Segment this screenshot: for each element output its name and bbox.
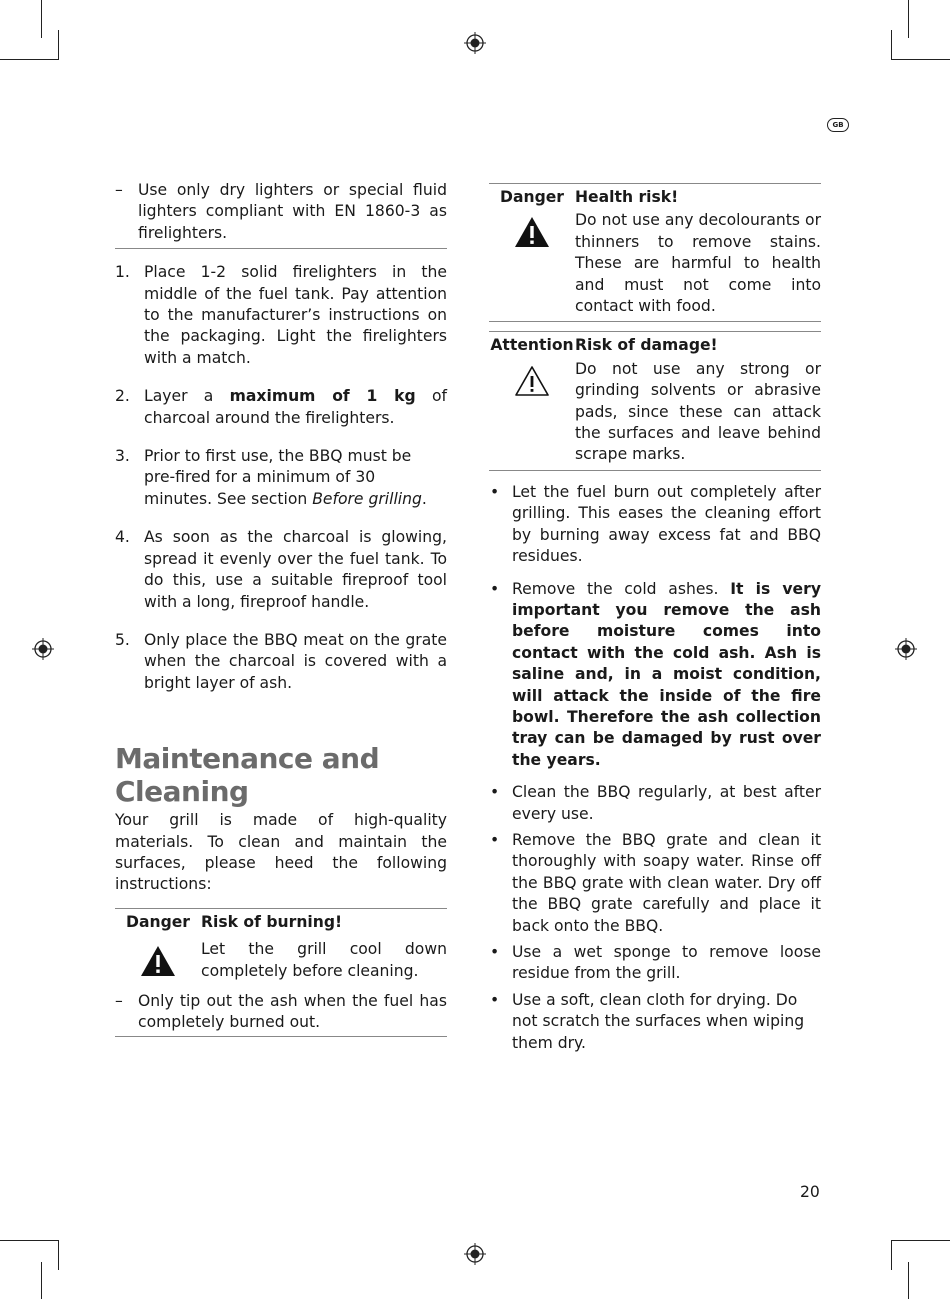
registration-mark-icon	[895, 638, 917, 660]
step-item	[115, 386, 447, 429]
step-text-bold: maximum of 1 kg	[229, 387, 416, 406]
bullet-text: Let the fuel burn out completely after grilling. This eases the cleaning effort by burning away excess fat and BBQ residues.	[512, 482, 821, 566]
section-heading	[115, 742, 447, 808]
warning-icon-cell	[489, 210, 575, 317]
bullet-marker: •	[490, 830, 500, 849]
danger-warning-icon	[140, 945, 176, 977]
warning-box	[115, 908, 447, 982]
step-text: Layer a	[144, 387, 230, 406]
step-number: 3.	[115, 447, 130, 466]
intro-paragraph: Your grill is made of high-quality materials. To clean and maintain the surfaces, please heed the following instructions:	[115, 811, 447, 894]
crop-mark	[58, 1240, 59, 1270]
crop-mark	[908, 1262, 909, 1299]
step-text-italic: Before grilling	[312, 489, 422, 508]
dash-text: Use only dry lighters or special fluid lighters compliant with EN 1860-3 as firelighters.	[138, 181, 447, 242]
divider	[115, 248, 447, 249]
warning-row	[489, 210, 821, 317]
step-number: 1.	[115, 263, 130, 282]
bullet-text: Use a soft, clean cloth for drying. Do not scratch the surfaces when wiping them dry.	[512, 990, 805, 1052]
step-text: Only place the BBQ meat on the grate when the charcoal is covered with a bright layer of ash.	[144, 630, 447, 692]
crop-mark	[0, 59, 58, 60]
dash-text: Only tip out the ash when the fuel has completely burned out.	[138, 991, 447, 1032]
bullet-text: Use a wet sponge to remove loose residue from the grill.	[512, 943, 821, 983]
registration-mark-icon	[464, 32, 486, 54]
bullet-marker: •	[490, 482, 500, 501]
dash-marker: –	[115, 181, 123, 199]
page-number: 20	[800, 1183, 820, 1201]
bullet-text-bold: It is very important you remove the ash before moisture comes into contact with the cold ash. Ash is saline and, in a moist condition, will attack the inside of the fire bowl. Therefore the ash collection tray can be damaged by rust over the years.	[512, 579, 821, 769]
bullet-text: Remove the cold ashes.	[512, 579, 731, 598]
crop-mark	[41, 0, 42, 38]
warning-label: Attention	[490, 336, 574, 355]
attention-warning-icon	[514, 365, 550, 397]
heading-line: Maintenance and	[115, 742, 380, 776]
warning-text: Let the grill cool down completely before cleaning.	[201, 940, 447, 980]
warning-text: Do not use any decolourants or thinners to remove stains. These are harmful to health and must not come into contact with food.	[575, 211, 821, 316]
bullet-item	[489, 990, 821, 1054]
step-number: 4.	[115, 528, 130, 547]
step-text: As soon as the charcoal is glowing, spread it evenly over the fuel tank. To do this, use a suitable fireproof tool with a long, fireproof handle.	[144, 528, 447, 611]
crop-mark	[891, 30, 892, 60]
warning-title: Risk of burning!	[201, 912, 343, 931]
step-item	[115, 527, 447, 613]
warning-box	[489, 331, 821, 470]
divider	[489, 470, 821, 471]
divider	[115, 1036, 447, 1037]
step-item	[115, 630, 447, 694]
heading-line: Cleaning	[115, 775, 249, 809]
crop-mark	[58, 30, 59, 60]
warning-row	[489, 335, 821, 356]
right-column	[489, 183, 821, 1054]
warning-icon-cell	[489, 359, 575, 466]
warning-box	[489, 183, 821, 322]
registration-mark-icon	[32, 638, 54, 660]
bullet-marker: •	[490, 943, 500, 961]
bullet-text: Clean the BBQ regularly, at best after every use.	[512, 783, 821, 823]
crop-mark	[891, 1240, 892, 1270]
step-text: Prior to first use, the BBQ must be pre-fired for a minimum of 30 minutes. See section	[144, 447, 412, 508]
language-badge: GB	[827, 118, 849, 132]
step-number: 5.	[115, 630, 130, 649]
warning-title: Health risk!	[575, 188, 679, 206]
crop-mark	[0, 1240, 58, 1241]
warning-row	[115, 939, 447, 982]
warning-icon-cell	[115, 939, 201, 982]
list-item	[115, 991, 447, 1034]
step-number: 2.	[115, 387, 130, 406]
bullet-marker: •	[490, 579, 500, 598]
bullet-item	[489, 482, 821, 568]
warning-text: Do not use any strong or grinding solvents or abrasive pads, since these can attack the surfaces and leave behind scrape marks.	[575, 359, 821, 464]
warning-row	[489, 359, 821, 466]
warning-row	[115, 912, 447, 933]
warning-label: Danger	[126, 912, 190, 931]
crop-mark	[41, 1262, 42, 1299]
warning-label: Danger	[500, 188, 564, 206]
step-text: .	[421, 489, 427, 508]
warning-body	[201, 912, 447, 933]
warning-title: Risk of damage!	[575, 336, 718, 355]
list-item	[115, 180, 447, 244]
crop-mark	[891, 1240, 950, 1241]
bullet-marker: •	[490, 783, 500, 802]
step-item	[115, 446, 447, 510]
divider	[489, 321, 821, 322]
step-text: Place 1-2 solid firelighters in the middle of the fuel tank. Pay attention to the manufacturer’s instructions on the packaging. Light the firelighters with a match.	[144, 263, 447, 367]
step-item	[115, 262, 447, 369]
left-column	[115, 180, 447, 1037]
bullet-item	[489, 782, 821, 825]
step-text: of charcoal around the firelighters.	[144, 387, 447, 427]
bullet-item	[489, 942, 821, 985]
crop-mark	[891, 59, 950, 60]
dash-marker: –	[115, 991, 123, 1010]
bullet-marker: •	[490, 990, 500, 1009]
registration-mark-icon	[464, 1243, 486, 1265]
bullet-text: Remove the BBQ grate and clean it thoroughly with soapy water. Rinse off the BBQ grate with clean water. Dry off the BBQ grate carefully and place it back onto the BBQ.	[512, 830, 821, 935]
warning-row	[489, 187, 821, 208]
crop-mark	[908, 0, 909, 38]
danger-warning-icon	[514, 216, 550, 248]
bullet-item	[489, 830, 821, 937]
bullet-item	[489, 579, 821, 772]
